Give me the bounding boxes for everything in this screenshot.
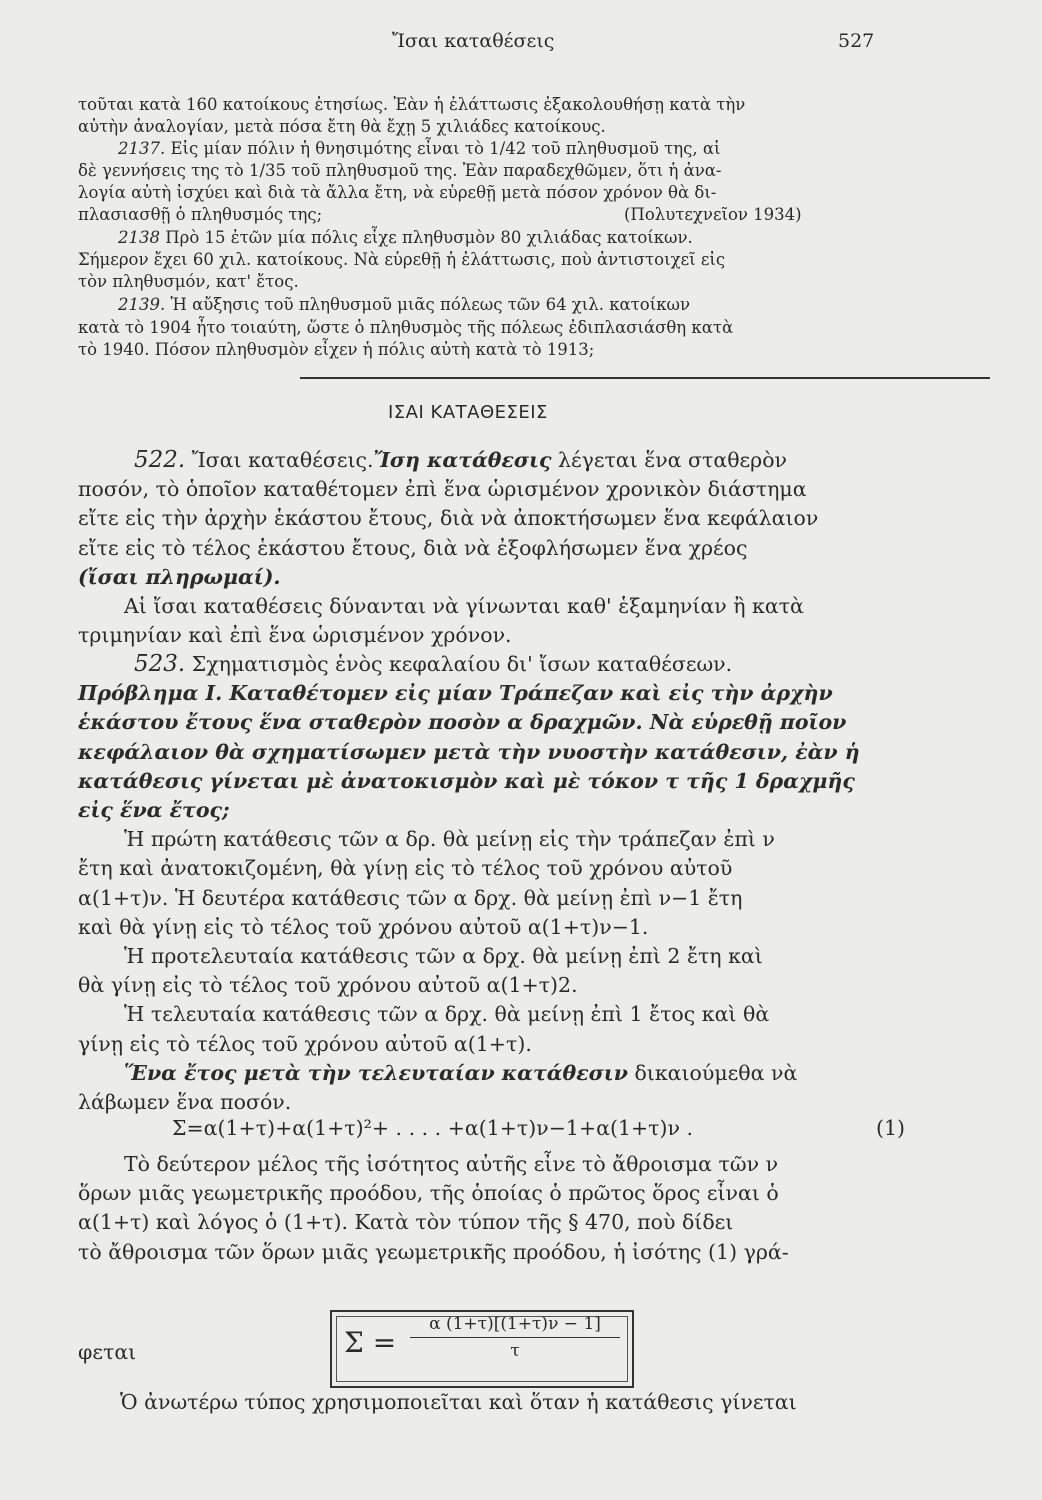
text-line: κατὰ τὸ 1904 ἦτο τοιαύτη, ὥστε ὁ πληθυσμὸς τῆς πόλεως ἐδιπλασιάσθη κατὰ (78, 318, 734, 337)
text-line: δικαιούμεθα νὰ (634, 1060, 798, 1085)
text-line: καὶ θὰ γίνῃ εἰς τὸ τέλος τοῦ χρόνου αὐτοῦ α(1+τ)ν−1. (78, 914, 649, 939)
text-line: φεται (78, 1340, 137, 1364)
section-title: ΙΣΑΙ ΚΑΤΑΘΕΣΕΙΣ (388, 402, 548, 423)
text-line: ὅρων μιᾶς γεωμετρικῆς προόδου, τῆς ὁποίας ὁ πρῶτος ὅρος εἶναι ὁ (78, 1181, 779, 1206)
text-line: τριμηνίαν καὶ ἐπὶ ἕνα ὡρισμένον χρόνον. (78, 623, 512, 648)
formula-denominator: τ (510, 1341, 520, 1361)
section-number: 522. (134, 447, 186, 473)
text-line: ποσόν, τὸ ὁποῖον καταθέτομεν ἐπὶ ἕνα ὡρισμένον χρονικὸν διάστημα (78, 477, 807, 502)
text-line: Ἡ προτελευταία κατάθεσις τῶν α δρχ. θὰ μείνῃ ἐπὶ 2 ἔτη καὶ (124, 944, 763, 969)
section-522 (78, 446, 958, 650)
text-line: Εἰς μίαν πόλιν ἡ θνησιμότης εἶναι τὸ 1/42 τοῦ πληθυσμοῦ της, αἱ (170, 139, 721, 158)
text-line: εἴτε εἰς τὴν ἀρχὴν ἑκάστου ἔτους, διὰ νὰ ἀποκτήσωμεν ἕνα κεφάλαιον (78, 506, 819, 531)
section-number: 523. (134, 651, 186, 677)
text-line: θὰ γίνῃ εἰς τὸ τέλος τοῦ χρόνου αὐτοῦ α(1+τ)2. (78, 973, 578, 998)
text-line: δὲ γεννήσεις της τὸ 1/35 τοῦ πληθυσμοῦ της. Ἐὰν παραδεχθῶμεν, ὅτι ἡ ἀνα- (78, 161, 722, 180)
paragraph (78, 1150, 958, 1267)
problem-line: κατάθεσις γίνεται μὲ ἀνατοκισμὸν καὶ μὲ τόκον τ τῆς 1 δραχμῆς (78, 768, 855, 793)
formula-fraction (410, 1314, 620, 1361)
exercise-number: 2138 (118, 228, 160, 247)
text-line: Ἡ πρώτη κατάθεσις τῶν α δρ. θὰ μείνῃ εἰς τὴν τράπεζαν ἐπὶ ν (124, 827, 775, 852)
text-line: γίνῃ εἰς τὸ τέλος τοῦ χρόνου αὐτοῦ α(1+τ). (78, 1031, 532, 1056)
problem-line: Πρόβλημα Ι. Καταθέτομεν εἰς μίαν Τράπεζαν καὶ εἰς τὴν ἀρχὴν (78, 681, 833, 706)
text-line: α(1+τ) καὶ λόγος ὁ (1+τ). Κατὰ τὸν τύπον τῆς § 470, ποὺ δίδει (78, 1210, 734, 1235)
exercise-2138 (118, 227, 693, 250)
defined-term: Ἴση κατάθεσις (373, 448, 552, 472)
text-line: εἴτε εἰς τὸ τέλος ἑκάστου ἔτους, διὰ νὰ ἐξοφλήσωμεν ἕνα χρέος (78, 535, 748, 560)
formula-numerator: α (1+τ)[(1+τ)ν − 1] (410, 1314, 620, 1338)
emphasized-text: Ἕνα ἔτος μετὰ τὴν τελευταίαν κατάθεσιν (124, 1060, 628, 1085)
text-line: Πρὸ 15 ἐτῶν μία πόλις εἶχε πληθυσμὸν 80 χιλιάδας κατοίκων. (165, 228, 693, 247)
text-line: τὸ ἄθροισμα τῶν ὅρων μιᾶς γεωμετρικῆς προόδου, ἡ ἰσότης (1) γρά- (78, 1239, 789, 1264)
exercise-2139 (118, 294, 690, 317)
text-line: α(1+τ)ν. Ἡ δευτέρα κατάθεσις τῶν α δρχ. θὰ μείνῃ ἐπὶ ν−1 ἔτη (78, 885, 743, 910)
text-line: τοῦται κατὰ 160 κατοίκους ἐτησίως. Ἐὰν ἡ ἐλάττωσις ἐξακολουθήσῃ κατὰ τὴν (78, 95, 746, 114)
text-line: τὸν πληθυσμόν, κατ' ἔτος. (78, 272, 299, 291)
exercise-2137 (118, 138, 721, 161)
text-line: Αἱ ἴσαι καταθέσεις δύνανται νὰ γίνωνται καθ' ἑξαμηνίαν ἢ κατὰ (124, 594, 804, 619)
equation-number: (1) (876, 1116, 906, 1140)
text-line: Ἡ τελευταία κατάθεσις τῶν α δρχ. θὰ μείνῃ ἐπὶ 1 ἔτος καὶ θὰ (124, 1002, 770, 1027)
text-line: Τὸ δεύτερον μέλος τῆς ἰσότητος αὐτῆς εἶνε τὸ ἄθροισμα τῶν ν (124, 1152, 779, 1176)
running-header: Ἴσαι καταθέσεις (392, 30, 555, 52)
text-line: λέγεται ἕνα σταθερὸν (557, 448, 788, 472)
formula-sigma: Σ = (344, 1326, 397, 1359)
text-line: πλασιασθῇ ὁ πληθυσμός της; (78, 205, 323, 224)
problem-line: κεφάλαιον θὰ σχηματίσωμεν μετὰ τὴν νυοστὴν κατάθεσιν, ἐὰν ἡ (78, 739, 860, 764)
text-line: λάβωμεν ἕνα ποσόν. (78, 1090, 292, 1115)
source-note: (Πολυτεχνεῖον 1934) (624, 205, 802, 224)
page-number: 527 (838, 30, 875, 52)
text-line: αὐτὴν ἀναλογίαν, μετὰ πόσα ἔτη θὰ ἔχῃ 5 χιλιάδες κατοίκους. (78, 117, 606, 136)
problem-line: ἑκάστου ἔτους ἕνα σταθερὸν ποσὸν α δραχμῶν. Νὰ εὑρεθῇ ποῖον (78, 710, 847, 735)
problem-line: εἰς ἕνα ἔτος; (78, 798, 230, 823)
text-line: Ἡ αὔξησις τοῦ πληθυσμοῦ μιᾶς πόλεως τῶν 64 χιλ. κατοίκων (170, 295, 691, 314)
exercise-number: 2139. (118, 295, 166, 314)
defined-term: (ἴσαι πληρωμαί). (78, 564, 281, 589)
section-523 (78, 650, 958, 1117)
section-heading: Ἴσαι καταθέσεις. (191, 448, 374, 472)
section-divider (300, 377, 990, 379)
exercise-number: 2137. (118, 139, 166, 158)
text-line: Ὁ ἀνωτέρω τύπος χρησιμοποιεῖται καὶ ὅταν ἡ κατάθεσις γίνεται (120, 1390, 797, 1414)
equation: Σ=α(1+τ)+α(1+τ)²+ . . . . +α(1+τ)ν−1+α(1+τ)ν . (172, 1116, 694, 1140)
text-line: τὸ 1940. Πόσον πληθυσμὸν εἶχεν ἡ πόλις αὐτὴ κατὰ τὸ 1913; (78, 340, 595, 359)
text-line: ἔτη καὶ ἀνατοκιζομένη, θὰ γίνῃ εἰς τὸ τέλος τοῦ χρόνου αὐτοῦ (78, 856, 733, 881)
text-line: λογία αὐτὴ ἰσχύει καὶ διὰ τὰ ἄλλα ἔτη, νὰ εὑρεθῇ μετὰ πόσον χρόνον θὰ δι- (78, 183, 717, 202)
section-heading: Σχηματισμὸς ἑνὸς κεφαλαίου δι' ἴσων καταθέσεων. (191, 652, 733, 676)
text-line: Σήμερον ἔχει 60 χιλ. κατοίκους. Νὰ εὑρεθῇ ἡ ἐλάττωσις, ποὺ ἀντιστοιχεῖ εἰς (78, 250, 726, 269)
